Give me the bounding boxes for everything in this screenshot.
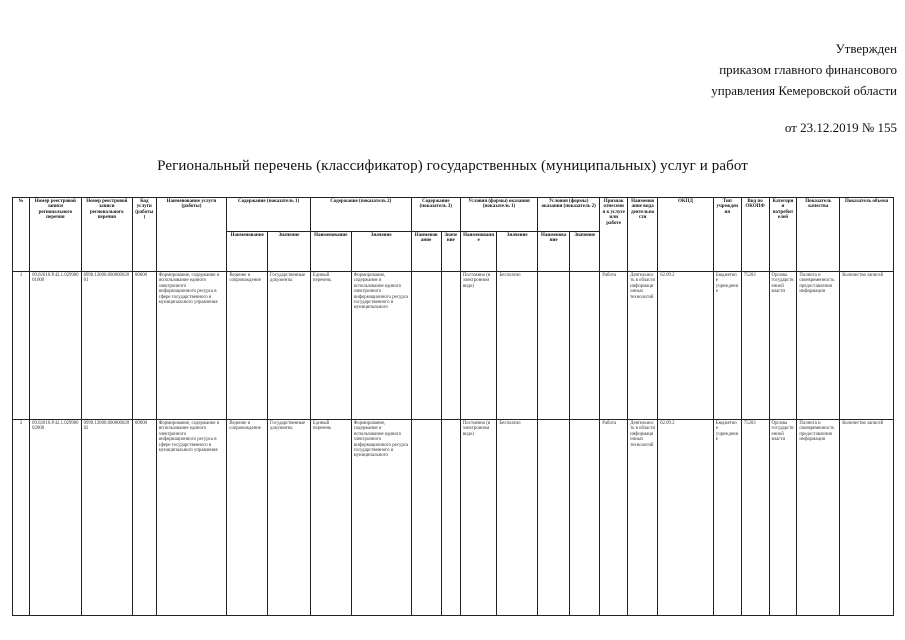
cell-quality: Полнота и своевременность предоставления информации xyxy=(797,420,840,616)
cell-kat: Органы государственной власти xyxy=(769,420,797,616)
cell-c3-name xyxy=(411,272,441,420)
cell-c1-value: Государственные документы xyxy=(268,420,311,616)
cell-no: 2 xyxy=(13,420,30,616)
sub-value: Значение xyxy=(497,232,538,272)
cell-sign: Работа xyxy=(600,420,628,616)
cell-quality: Полнота и своевременность предоставления информации xyxy=(797,272,840,420)
approval-line-2: приказом главного финансового xyxy=(719,62,897,77)
col-sign: Признак отнесения к услуге или работе xyxy=(600,198,628,272)
col-type: Тип учреждения xyxy=(713,198,741,272)
cell-f2-value xyxy=(570,420,600,616)
sub-name: Наименование xyxy=(411,232,441,272)
col-reg-number: Номер реестровой записи регионального перечня xyxy=(30,198,81,272)
cell-f2-name xyxy=(538,420,570,616)
document-title: Региональный перечень (классификатор) государственных (муниципальных) услуг и работ xyxy=(157,158,748,174)
cell-reg: 09.02010.Р.42.1.02990001000 xyxy=(30,272,81,420)
col-no: № xyxy=(13,198,30,272)
approval-line-3: управления Кемеровской области xyxy=(711,83,897,98)
cell-name: Формирование, содержание и использование единого электронного информационного ресурса в сфере государственного и муниципального управления xyxy=(156,420,227,616)
cell-base: 0990.12000.00000002001 xyxy=(81,272,132,420)
cell-okpd: 62.09.2 xyxy=(658,420,714,616)
cell-f1-name: Постоянно (в электронном виде) xyxy=(460,272,496,420)
cell-kat: Органы государственной власти xyxy=(769,272,797,420)
sub-value: Значение xyxy=(268,232,311,272)
sub-value: Значение xyxy=(570,232,600,272)
col-okpd: ОКПД xyxy=(658,198,714,272)
cell-volume: Количество записей xyxy=(840,272,894,420)
col-content2: Содержание (показатель 2) xyxy=(310,198,411,232)
col-cond1: Условия (формы) оказания (показатель 1) xyxy=(460,198,537,232)
cell-c1-value: Государственные документы xyxy=(268,272,311,420)
cell-code: 00000 xyxy=(133,420,157,616)
sub-name: Наименование xyxy=(227,232,268,272)
header-row-1 xyxy=(13,198,894,232)
cell-f1-value: Бесплатно xyxy=(497,420,538,616)
cell-okved: Деятельность в области информационных технологий xyxy=(628,272,658,420)
col-okopf: Вид по ОКОПФ xyxy=(741,198,769,272)
cell-no: 1 xyxy=(13,272,30,420)
cell-volume: Количество записей xyxy=(840,420,894,616)
cell-c2-name: Единый перечень xyxy=(310,272,351,420)
cell-name: Формирование, содержание и использование единого электронного информационного ресурса в сфере государственного и муниципального управления xyxy=(156,272,227,420)
table-row xyxy=(13,272,894,420)
cell-f1-value: Бесплатно xyxy=(497,272,538,420)
cell-sign: Работа xyxy=(600,272,628,420)
sub-name: Наименование xyxy=(460,232,496,272)
spacer xyxy=(577,101,897,117)
cell-c3-value xyxy=(441,272,460,420)
table-row xyxy=(13,420,894,616)
cell-okpd: 62.09.2 xyxy=(658,272,714,420)
cell-okved: Деятельность в области информационных технологий xyxy=(628,420,658,616)
col-content3: Содержание (показатель 3) xyxy=(411,198,460,232)
cell-c1-name: Ведение и сопровождение xyxy=(227,420,268,616)
cell-f1-name: Постоянно (в электронном виде) xyxy=(460,420,496,616)
cell-c2-value: Формирование, содержание и использование единого электронного информационного ресурса государственного и муниципального xyxy=(351,272,411,420)
approval-line-4: от 23.12.2019 № 155 xyxy=(784,120,897,135)
col-kateg: Категории потребителей xyxy=(769,198,797,272)
cell-c3-value xyxy=(441,420,460,616)
col-code: Код услуги (работы) xyxy=(133,198,157,272)
sub-name: Наименование xyxy=(538,232,570,272)
cell-f2-name xyxy=(538,272,570,420)
col-quality: Показатель качества xyxy=(797,198,840,272)
cell-okopf: 75203 xyxy=(741,272,769,420)
cell-c3-name xyxy=(411,420,441,616)
cell-type: Бюджетное учреждение xyxy=(713,272,741,420)
cell-f2-value xyxy=(570,272,600,420)
sub-value: Значение xyxy=(351,232,411,272)
cell-c1-name: Ведение и сопровождение xyxy=(227,272,268,420)
cell-code: 00000 xyxy=(133,272,157,420)
approval-block xyxy=(577,38,897,138)
col-volume: Показатель объема xyxy=(840,198,894,272)
cell-type: Бюджетное учреждение xyxy=(713,420,741,616)
sub-value: Значение xyxy=(441,232,460,272)
cell-c2-value: Формирование, содержание и использование единого электронного информационного ресурса государственного и муниципального xyxy=(351,420,411,616)
cell-okopf: 75203 xyxy=(741,420,769,616)
col-reg-number-base: Номер реестровой записи регионального перечня xyxy=(81,198,132,272)
col-content1: Содержание (показатель 1) xyxy=(227,198,311,232)
cell-c2-name: Единый перечень xyxy=(310,420,351,616)
col-cond2: Условия (формы) оказания (показатель 2) xyxy=(538,198,600,232)
register-table xyxy=(12,197,894,616)
sub-name: Наименование xyxy=(310,232,351,272)
cell-base: 0990.12000.00000002002 xyxy=(81,420,132,616)
col-okved: Наименование вида деятельности xyxy=(628,198,658,272)
col-name: Наименование услуги (работы) xyxy=(156,198,227,272)
approval-line-1: Утвержден xyxy=(835,41,897,56)
cell-reg: 09.02010.Р.42.1.02990002000 xyxy=(30,420,81,616)
